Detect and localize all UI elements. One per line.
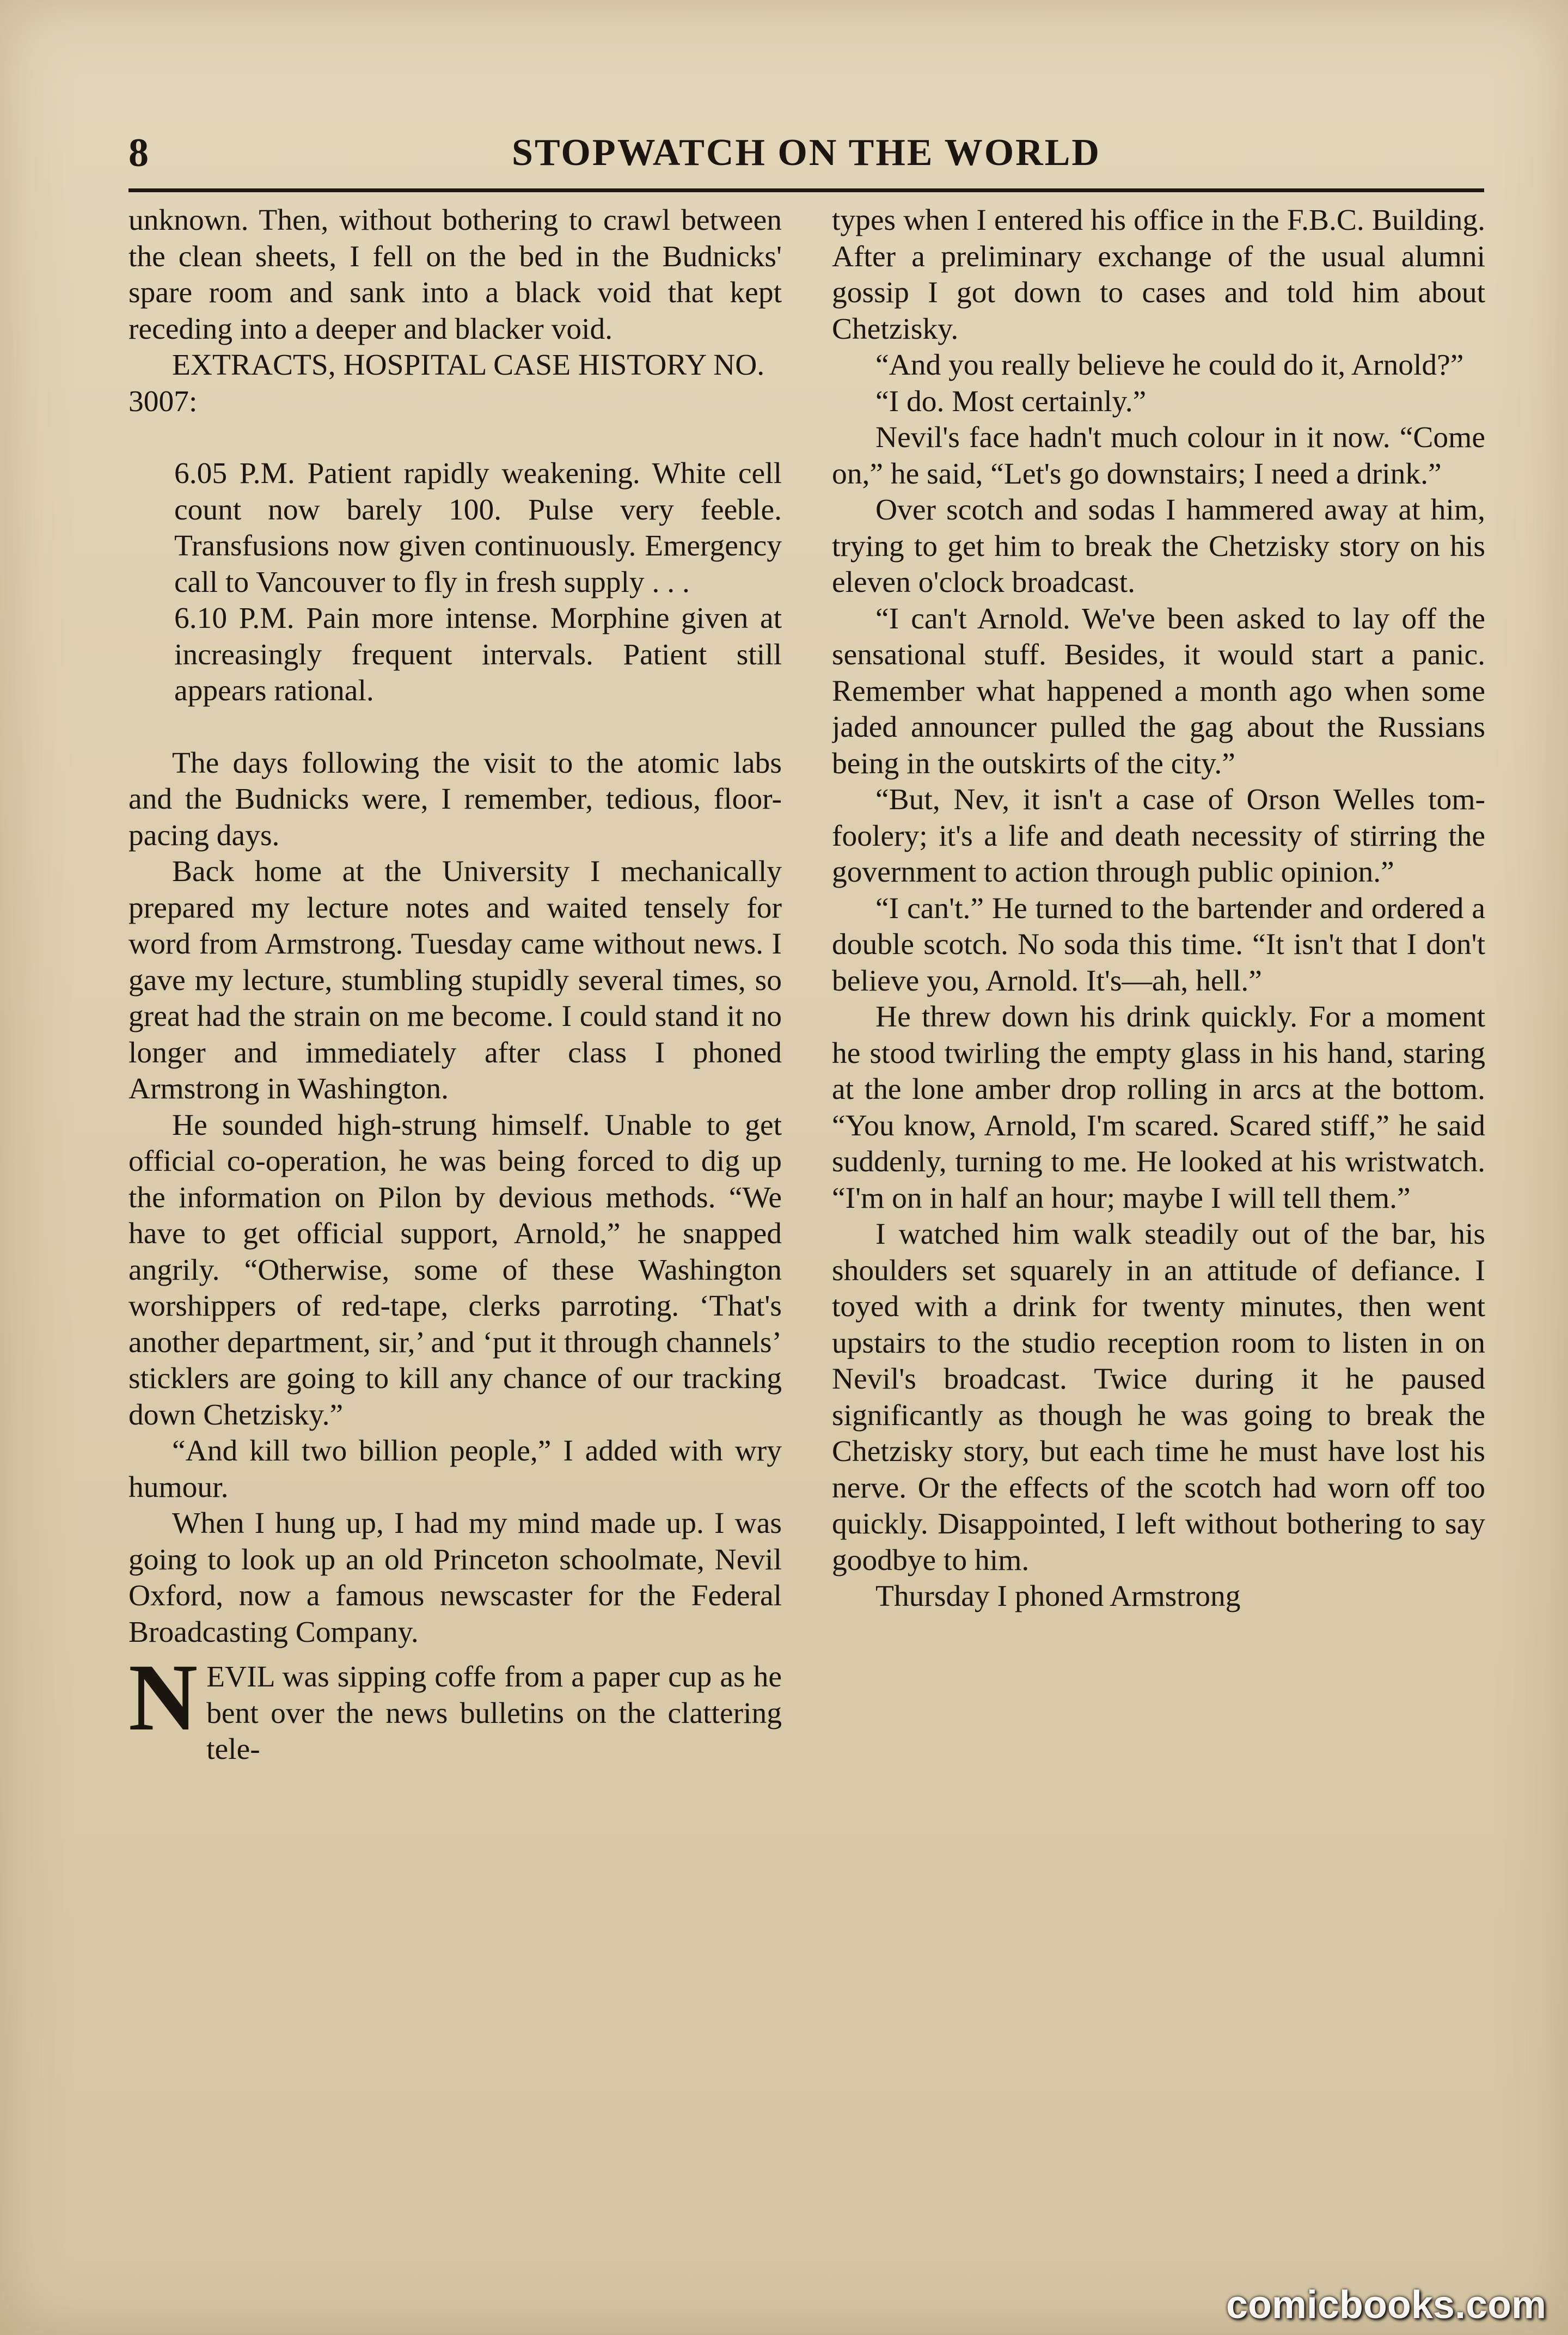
paragraph: “I can't Arnold. We've been asked to lay off the sensational stuff. Besides, it would start a panic. Remember what happened a month ago when some jaded announcer pulled the gag about the Russians being in the outskirts of the city.” [832, 602, 1485, 780]
paragraph: The days following the visit to the atomic labs and the Budnicks were, I remember, tedious, floor-pacing days. [128, 746, 782, 852]
paragraph: “And you really believe he could do it, Arnold?” [875, 349, 1464, 382]
paragraph-dropcap [128, 1645, 782, 1768]
paragraph: unknown. Then, without bothering to crawl between the clean sheets, I fell on the bed in the Budnicks' spare room and sank into a black void that kept receding into a deeper and blacker void. [128, 204, 782, 346]
paragraph: Nevil's face hadn't much colour in it now. “Come on,” he said, “Let's go downstairs; I need a drink.” [832, 421, 1485, 491]
paragraph: “And kill two billion people,” I added with wry humour. [128, 1434, 782, 1504]
paragraph: When I hung up, I had my mind made up. I was going to look up an old Princeton schoolmate, Nevil Oxford, now a famous newscaster for the Federal Broadcasting Company. [128, 1507, 782, 1649]
case-history-heading: EXTRACTS, HOSPITAL CASE HISTORY NO. 3007: [128, 349, 765, 418]
paragraph: “I do. Most certainly.” [875, 384, 1147, 418]
running-title: STOPWATCH ON THE WORLD [512, 132, 1101, 174]
page-number: 8 [128, 131, 149, 175]
case-history-entries [174, 456, 782, 710]
paragraph: Thursday I phoned Armstrong [875, 1580, 1241, 1613]
case-entry: 6.05 P.M. Patient rapidly weakening. White cell count now barely 100. Pulse very feeble. Transfusions now given continuously. Emergency call to Vancouver to fly in fresh supply . . . [174, 457, 782, 599]
paragraph: He threw down his drink quickly. For a moment he stood twirling the empty glass in his hand, staring at the lone amber drop rolling in arcs at the bottom. “You know, Arnold, I'm scared. Scared stiff,” he said suddenly, turning to me. He looked at his wristwatch. “I'm on in half an hour; maybe I will tell them.” [832, 1000, 1485, 1215]
watermark: comicbooks.com [1226, 2283, 1546, 2327]
drop-cap-letter: N [128, 1645, 198, 1751]
paragraph: Back home at the University I mechanically prepared my lecture notes and waited tensely for word from Armstrong. Tuesday came without news. I gave my lecture, stumbling stupidly several times, so great had the strain on me become. I could stand it no longer and immediately after class I phoned Armstrong in Washington. [128, 855, 782, 1105]
paragraph: I watched him walk steadily out of the bar, his shoulders set squarely in an attitude of defiance. I toyed with a drink for twenty minutes, then went upstairs to the studio reception room to listen in on Nevil's broadcast. Twice during it he paused significantly as though he was going to break the Chetzisky story, but each time he must have lost his nerve. Or the effects of the scotch had worn off too quickly. Disappointed, I left without bothering to say goodbye to him. [832, 1218, 1485, 1577]
left-column [128, 203, 782, 2313]
paragraph: “I can't.” He turned to the bartender and ordered a double scotch. No soda this time. “It isn't that I don't believe you, Arnold. It's—ah, hell.” [832, 891, 1485, 998]
paragraph: “But, Nev, it isn't a case of Orson Welles tom-foolery; it's a life and death necessity of stirring the government to action through public opinion.” [832, 783, 1485, 889]
paragraph: Over scotch and sodas I hammered away at him, trying to get him to break the Chetzisky story on his eleven o'clock broadcast. [832, 493, 1485, 599]
right-column [832, 203, 1485, 2313]
page-header [128, 129, 1484, 192]
paragraph: He sounded high-strung himself. Unable to get official co-operation, he was being forced to dig up the information on Pilon by devious methods. “We have to get official support, Arnold,” he snapped angrily. “Otherwise, some of these Washington worshippers of red-tape, clerks parroting. ‘That's another department, sir,’ and ‘put it through channels’ sticklers are going to kill any chance of our tracking down Chetzisky.” [128, 1108, 782, 1432]
paragraph: types when I entered his office in the F.B.C. Building. After a preliminary exchange of the usual alumni gossip I got down to cases and told him about Chetzisky. [832, 204, 1485, 346]
paragraph-text: EVIL was sipping coffe from a paper cup as he bent over the news bulletins on the clattering tele- [206, 1660, 782, 1766]
case-entry: 6.10 P.M. Pain more intense. Morphine given at increasingly frequent intervals. Patient still appears rational. [174, 602, 782, 707]
